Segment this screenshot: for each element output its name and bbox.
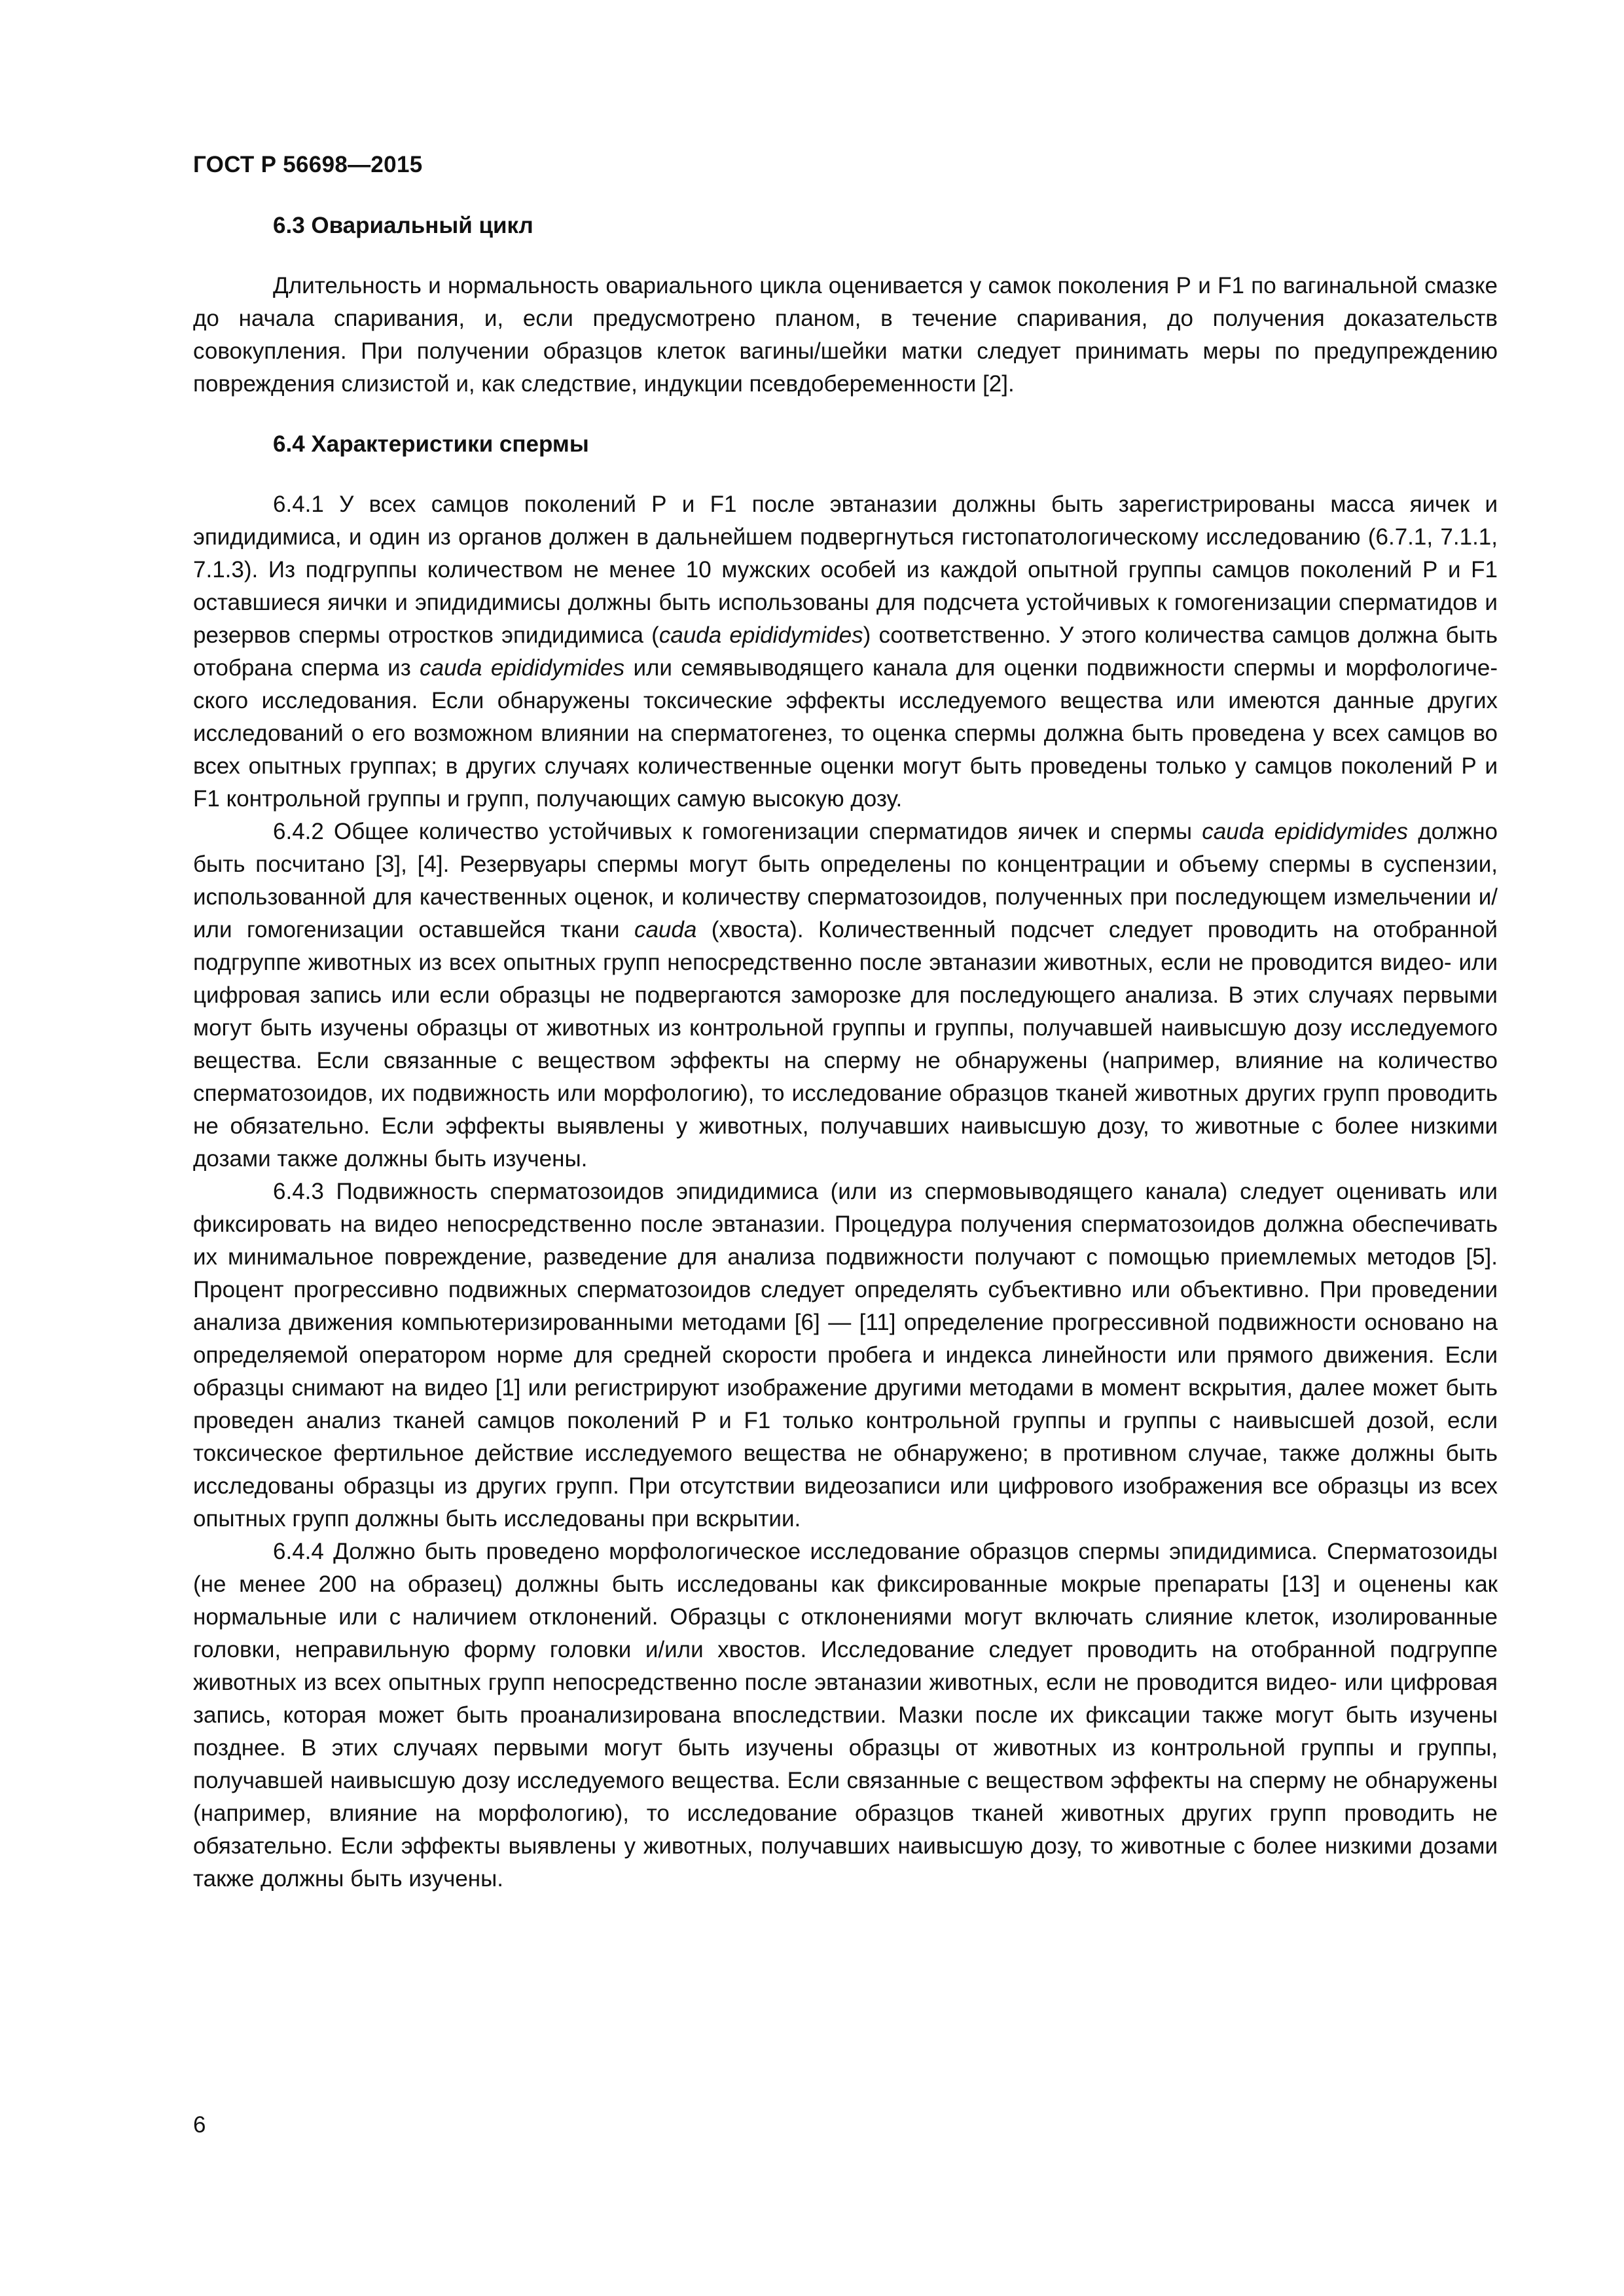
section-heading-6-3: 6.3 Овариальный цикл	[273, 213, 533, 238]
section-heading-6-4: 6.4 Характеристики спермы	[273, 431, 589, 457]
text-run: 6.4.2 Общее количество устойчивых к гомогенизации сперматидов яичек и спермы	[273, 819, 1202, 844]
paragraph-6-4-4: 6.4.4 Должно быть проведено морфологическое исследование образцов спермы эпидидимиса. Сперматозоиды (не менее 200 на образец) должны быть исследованы как фиксированные мокрые препараты [13] и оценены как нормальные или с наличием отклонений. Образцы с отклонениями могут включать слияние клеток, изолированные головки, неправильную форму головки и/или хвостов. Исследование следует проводить на отобранной подгруппе животных из всех опытных групп непосредственно после эвтаназии животных, если не проводится видео- или цифровая запись, которая может быть проанализирована впоследствии. Мазки после их фиксации также могут быть изучены позднее. В этих случаях первыми могут быть изучены образцы от животных из контрольной группы и группы, получавшей наивысшую дозу исследуемого вещества. Если связанные с веществом эффекты на сперму не обнаружены (например, влияние на морфологию), то исследование образцов тканей животных других групп проводить не обязательно. Если эффекты выявлены у животных, получавших наивысшую дозу, то животные с более низкими дозами также должны быть изучены.	[193, 1539, 1498, 1892]
paragraph-6-4-3: 6.4.3 Подвижность сперматозоидов эпидидимиса (или из спермовыводящего канала) следует оценивать или фиксировать на видео непосредственно после эвтаназии. Процедура получения сперматозоидов должна обеспечивать их минимальное повреждение, разведение для анализа подвижности получают с помощью приемлемых методов [5]. Процент прогрессивно подвижных сперматозоидов следует определять субъективно или объективно. При проведении анализа движения компьютеризированными методами [6] — [11] определение прогрессивной подвижности основано на определяемой оператором норме для средней скорости пробега и индекса линейности или прямого движения. Если образцы снимают на видео [1] или регистрируют изображение другими методами в момент вскрытия, далее может быть проведен анализ тканей самцов поколений Р и F1 только контрольной группы и группы с наивысшей дозой, если токсическое фертильное действие исследуемого вещества не обнаружено; в противном случае, также должны быть исследованы образцы из других групп. При отсутствии видеозаписи или цифрового изображения все образцы из всех опытных групп должны быть исследованы при вскрытии.	[193, 1179, 1498, 1532]
document-body	[193, 209, 1498, 1895]
document-header: ГОСТ Р 56698—2015	[193, 152, 423, 177]
text-run: или семявыводящего канала для оценки подвижности спермы и морфологического исследования. Если обнаружены токсические эффекты исследуемого вещества или имеются данные других исследований о его возможном влиянии на сперматогенез, то оценка спермы должна быть проведена у всех самцов во всех опытных группах; в других случаях количественные оценки могут быть проведены только у самцов поколений Р и F1 контрольной группы и групп, получающих самую высокую дозу.	[193, 655, 1498, 812]
latin-term: cauda	[634, 917, 697, 942]
paragraph-6-4-1	[193, 488, 1498, 816]
text-run: (хвоста). Количественный подсчет следует проводить на отобранной подгруппе животных из всех опытных групп непосредственно после эвтаназии животных, если не проводится видео- или цифровая запись или если образцы не подвергаются заморозке для последующего анализа. В этих случаях первыми могут быть изучены образцы от животных из контрольной группы и группы, получавшей наивысшую дозу исследуемого вещества. Если связанные с веществом эффекты на сперму не обнаружены (например, влияние на количество сперматозоидов, их подвижность или морфологию), то исследование образцов тканей животных других групп проводить не обязательно. Если эффекты выявлены у животных, получавших наивысшую дозу, то животные с более низкими дозами также должны быть изучены.	[193, 917, 1498, 1172]
paragraph-6-4-2	[193, 816, 1498, 1175]
page-number: 6	[193, 2112, 206, 2138]
text-run: должно быть посчитано [3], [4]. Резервуары спермы могут быть определены по концентрации и объему спермы в суспензии, использованной для качественных оценок, и количеству сперматозоидов, полученных при последующем измельчении и/или гомогенизации оставшейся ткани	[193, 819, 1498, 942]
text-run: ) соответственно. У этого количества самцов должна быть отобрана сперма из	[193, 622, 1498, 681]
paragraph-6-3: Длительность и нормальность овариального цикла оценивается у самок поколения Р и F1 по вагинальной смазке до начала спаривания, и, если предусмотрено планом, в течение спаривания, до получения доказательств совокупления. При получении образцов клеток вагины/шейки матки следует принимать меры по предупреждению повреждения слизистой и, как следствие, индукции псевдобеременности [2].	[193, 273, 1498, 397]
text-run: 6.4.1 У всех самцов поколений Р и F1 после эвтаназии должны быть зарегистрированы масса яичек и эпидидимиса, и один из органов должен в дальнейшем подвергнуться гистопатологическому исследованию (6.7.1, 7.1.1, 7.1.3). Из подгруппы количеством не менее 10 мужских особей из каждой опытной группы самцов поколений Р и F1 оставшиеся яички и эпидидимисы должны быть использованы для подсчета устойчивых к гомогенизации сперматидов и резервов спермы отростков эпидидимиса (	[193, 492, 1498, 648]
latin-term: cauda epididymides	[659, 622, 863, 648]
latin-term: cauda epididymides	[1202, 819, 1409, 844]
latin-term: cauda epididymides	[420, 655, 625, 681]
